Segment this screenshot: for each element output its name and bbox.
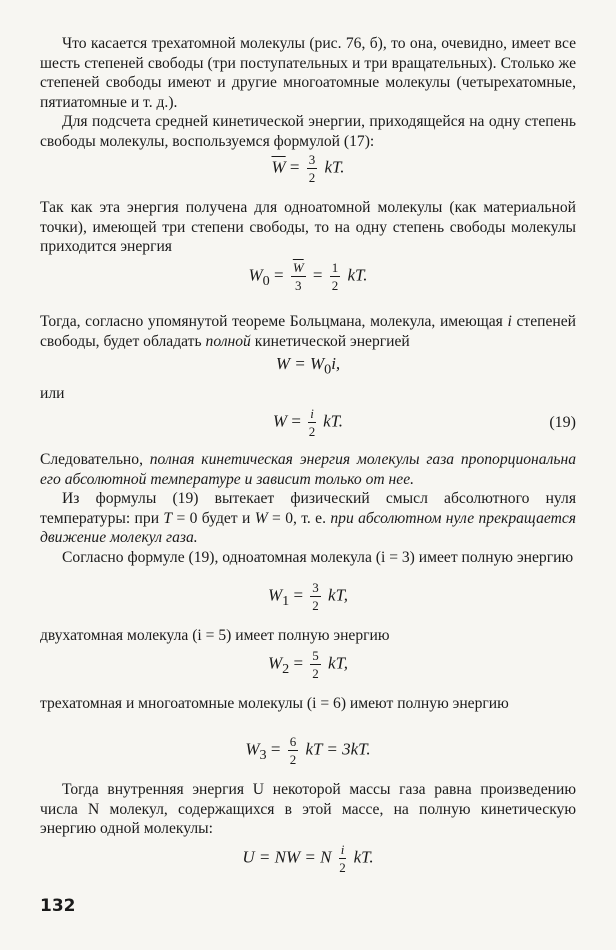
paragraph-8: Согласно формуле (19), одноатомная молекула (i = 3) имеет полную энергию [62, 549, 574, 566]
paragraph-3: Так как эта энергия получена для одноатомной молекулы (как материальной точки), имеющей три степени свободы, то на одну степень свободы молекулы приходится энергия [40, 199, 576, 255]
equation-3: $W = W_0i$, [275, 354, 341, 378]
equation-number: (19) [549, 414, 576, 431]
paragraph-5: или [40, 385, 65, 402]
equation-7: $W_3$ = $\frac{6}{2}$ kT = 3kT. [245, 734, 371, 767]
paragraph-4: Тогда, согласно упомянутой теореме Больцмана, молекула, имеющая i степеней свободы, будет обладать полной кинетической энергией [40, 313, 577, 350]
equation-8: U = NW = N $\frac{i}{2}$ kT. [242, 842, 374, 875]
paragraph-7: Из формулы (19) вытекает физический смысл абсолютного нуля температуры: при T = 0 будет и W = 0, т. е. при абсолютном нуле прекращается движение молекул газа. [40, 490, 577, 546]
paragraph-6: Следовательно, полная кинетическая энергия молекулы газа пропорциональна его абсолютной температуре и зависит только от нее. [40, 451, 576, 488]
paragraph-1: Что касается трехатомной молекулы (рис. 76, б), то она, очевидно, имеет все шесть степеней свободы (три поступательных и три вращательных). Столько же степеней свободы имеют и другие многоатомные молекулы (четырехатомные, пятиатомные и т. д.). [40, 35, 576, 111]
equation-5: $W_1$ = $\frac{3}{2}$ kT, [267, 580, 349, 613]
equation-2: $W_0$ = $\frac{\overline{W}}{3}$ = $\frac{1}{2}$ kT. [248, 260, 368, 293]
page-number: 132 [40, 896, 76, 916]
equation-1: $\overline{W}$ = $\frac{3}{2}$ kT. [271, 152, 345, 185]
paragraph-2: Для подсчета средней кинетической энергии, приходящейся на одну степень свободы молекулы, воспользуемся формулой (17): [40, 113, 576, 150]
paragraph-9: двухатомная молекула (i = 5) имеет полную энергию [40, 627, 390, 644]
paragraph-11: Тогда внутренняя энергия U некоторой массы газа равна произведению числа N молекул, содержащихся в этой массе, на полную кинетическую энергию одной молекулы: [40, 781, 576, 837]
paragraph-10: трехатомная и многоатомные молекулы (i = 6) имеют полную энергию [40, 695, 509, 712]
equation-6: $W_2$ = $\frac{5}{2}$ kT, [267, 648, 349, 681]
equation-4: W = $\frac{i}{2}$ kT. [272, 406, 344, 439]
